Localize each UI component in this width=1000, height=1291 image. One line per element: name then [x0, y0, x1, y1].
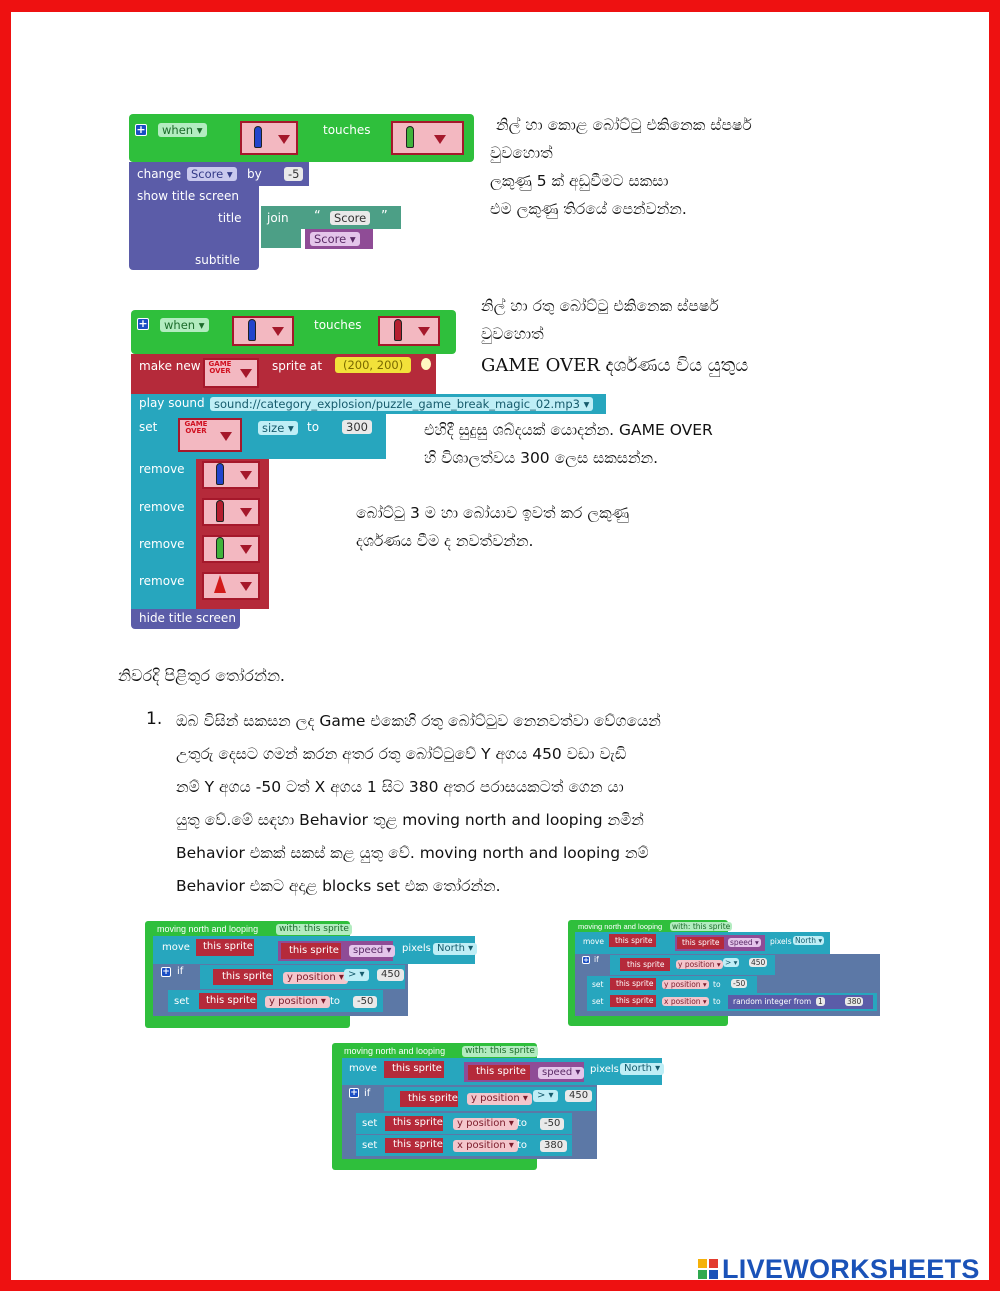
this-sprite-label: this sprite [615, 936, 653, 945]
note-1-line-1: නිල් හා කොළ බෝට්ටු එකිනෙක ස්පර්ෂ [496, 116, 752, 134]
lightbulb-icon [421, 358, 431, 370]
remove-label: remove [139, 537, 185, 551]
this-sprite-label: this sprite [408, 1093, 458, 1104]
y-position-dropdown[interactable]: y position ▾ [664, 980, 707, 989]
note-1 [490, 111, 752, 223]
from-value[interactable]: 1 [818, 997, 823, 1006]
note-2-line-1: නිල් හා රතු බෝට්ටු එකිනෙක ස්පර්ෂ [481, 297, 719, 315]
plus-icon[interactable]: + [136, 123, 146, 136]
if-label: if [177, 966, 184, 977]
set-label: set [362, 1118, 378, 1129]
blue-boat-icon [216, 463, 224, 485]
game-over-image: GAME OVER [184, 420, 208, 435]
chevron-down-icon [240, 545, 252, 554]
by-label: by [247, 167, 262, 181]
random-integer-label: random integer from [733, 997, 812, 1006]
this-sprite-label: this sprite [393, 1117, 443, 1128]
this-sprite-label: this sprite [627, 960, 665, 969]
remove-label: remove [139, 462, 185, 476]
sprite-selector-2[interactable] [378, 316, 440, 346]
to-label: to [330, 996, 341, 1007]
plus-icon[interactable]: + [350, 1088, 358, 1098]
plus-icon[interactable]: + [138, 317, 148, 330]
note-4 [356, 499, 629, 555]
this-sprite-label: this sprite [393, 1139, 443, 1150]
quote-open: “ [314, 209, 321, 224]
set-label: set [362, 1140, 378, 1151]
note-2-line-3: GAME OVER දර්ශණය විය යුතුය [481, 355, 749, 376]
speed-dropdown[interactable]: speed ▾ [538, 1067, 584, 1079]
this-sprite-label: this sprite [616, 996, 654, 1005]
red-boat-icon [394, 319, 402, 341]
north-dropdown[interactable]: North ▾ [795, 936, 823, 945]
to-label: to [713, 997, 721, 1006]
question-line-4: යුතු වේ.මේ සඳහා Behavior තුළ moving north and looping නමින් [176, 811, 644, 829]
value-neg50[interactable]: -50 [540, 1118, 564, 1130]
size-value[interactable]: 300 [342, 420, 372, 434]
gt-dropdown[interactable]: > ▾ [533, 1090, 558, 1102]
north-dropdown[interactable]: North ▾ [620, 1063, 664, 1075]
value-380[interactable]: 380 [540, 1140, 567, 1152]
subtitle-label: subtitle [195, 253, 240, 267]
move-label: move [349, 1063, 377, 1074]
set-label: set [592, 980, 604, 989]
to-label: to [307, 420, 320, 434]
question-text [176, 705, 846, 903]
score-dropdown[interactable]: Score ▾ [187, 167, 237, 181]
set-label: set [592, 997, 604, 1006]
value-450[interactable]: 450 [565, 1090, 592, 1102]
sprite-at-label: sprite at [272, 359, 323, 373]
set-label: set [174, 996, 190, 1007]
set-label: set [139, 420, 158, 434]
question-line-6: Behavior එකට අදාළ blocks set එක තෝරන්න. [176, 877, 501, 895]
chevron-down-icon [240, 471, 252, 480]
note-3-line-1: එහිදී සුදුසු ශබ්දයක් යොදන්න. GAME OVER [424, 421, 713, 439]
speed-dropdown[interactable]: speed ▾ [730, 938, 759, 947]
question-number: 1. [146, 709, 163, 729]
red-boat-icon [216, 500, 224, 522]
remove-label: remove [139, 500, 185, 514]
value-neg50[interactable]: -50 [733, 979, 746, 988]
play-sound-label: play sound [139, 396, 205, 410]
score-var-dropdown[interactable]: Score ▾ [310, 232, 360, 246]
note-4-line-1: බෝට්ටු 3 ම හා බෝයාව ඉවත් කර ලකුණු [356, 504, 630, 522]
this-sprite-label: this sprite [222, 971, 272, 982]
note-4-line-2: දර්ශණය වීම ද නවත්වන්න. [356, 532, 534, 550]
this-sprite-label: this sprite [682, 938, 720, 947]
make-new-label: make new [139, 359, 201, 373]
when-dropdown[interactable]: when ▾ [158, 123, 207, 137]
x-position-dropdown[interactable]: x position ▾ [453, 1140, 518, 1152]
y-position-dropdown[interactable]: y position ▾ [453, 1118, 518, 1130]
sound-dropdown[interactable]: sound://category_explosion/puzzle_game_break_magic_02.mp3 ▾ [210, 397, 593, 411]
behavior-header: moving north and looping [157, 924, 259, 934]
move-label: move [583, 937, 604, 946]
behavior-header: moving north and looping [578, 922, 663, 931]
note-1-line-2: වුවහොත් [490, 144, 553, 162]
liveworksheets-logo [698, 1254, 980, 1284]
with-this-sprite: with: this sprite [462, 1046, 538, 1057]
plus-icon[interactable]: + [583, 956, 589, 964]
pixels-label: pixels [402, 943, 431, 954]
gt-dropdown[interactable]: > ▾ [725, 958, 738, 967]
quote-close: ” [381, 209, 388, 224]
pixels-label: pixels [770, 937, 792, 946]
to-label: to [517, 1140, 528, 1151]
when-dropdown[interactable]: when ▾ [160, 318, 209, 332]
logo-squares-icon [698, 1259, 720, 1281]
touches-label: touches [314, 318, 362, 332]
instruction: නිවරදි පිළිතුර තෝරන්න. [118, 666, 286, 685]
plus-icon[interactable]: + [162, 967, 170, 977]
green-boat-icon [406, 126, 414, 148]
chevron-down-icon [240, 369, 252, 378]
with-this-sprite: with: this sprite [276, 924, 352, 935]
note-3-line-2: හි විශාලත්වය 300 ලෙස සකසන්න. [424, 449, 659, 467]
y-position-dropdown[interactable]: y position ▾ [467, 1093, 532, 1105]
question-line-1: ඔබ විසින් සකසන ලද Game එකෙහි රතු බෝට්ටුව නෙනවත්වා වේගයෙන් [176, 712, 661, 730]
change-label: change [137, 167, 182, 181]
value-450[interactable]: 450 [751, 958, 766, 967]
question-line-2: උතුරු දෙසට ගමන් කරන අතර රතු බෝට්ටුවේ Y අගය 450 වඩා වැඩි [176, 745, 627, 763]
speed-dropdown[interactable]: speed ▾ [349, 945, 395, 957]
green-boat-icon [216, 537, 224, 559]
hide-title-screen-label: hide title screen [139, 611, 236, 625]
sprite-selector[interactable] [232, 316, 294, 346]
note-2 [481, 292, 748, 380]
if-label: if [364, 1088, 371, 1099]
value-neg50[interactable]: -50 [353, 996, 377, 1008]
game-over-image: GAME OVER [208, 360, 232, 375]
north-dropdown[interactable]: North ▾ [433, 943, 477, 955]
sprite-selector-2[interactable] [391, 121, 464, 155]
chevron-down-icon [272, 327, 284, 336]
if-label: if [594, 955, 599, 964]
note-1-line-3: ලකුණු 5 ක් අඩුවීමට සකසා [490, 172, 669, 190]
chevron-down-icon [220, 432, 232, 441]
buoy-icon [214, 575, 226, 593]
logo-text: LIVEWORKSHEETS [722, 1254, 980, 1284]
gt-dropdown[interactable]: > ▾ [344, 969, 369, 981]
this-sprite-label: this sprite [289, 945, 339, 956]
question-line-5: Behavior එකක් සකස් කළ යුතු වේ. moving north and looping නම් [176, 844, 649, 862]
to-value[interactable]: 380 [847, 997, 862, 1006]
score-text[interactable]: Score [330, 211, 370, 225]
y-position-dropdown[interactable]: y position ▾ [678, 960, 721, 969]
remove-label: remove [139, 574, 185, 588]
chevron-down-icon [278, 135, 290, 144]
to-label: to [517, 1118, 528, 1129]
blue-boat-icon [254, 126, 262, 148]
chevron-down-icon [434, 135, 446, 144]
chevron-down-icon [240, 582, 252, 591]
join-label: join [267, 211, 289, 225]
move-label: move [162, 942, 190, 953]
to-label: to [713, 980, 721, 989]
note-1-line-4: එම ලකුණු තිරයේ පෙන්වන්න. [490, 200, 687, 218]
question-line-3: නම් Y අගය -50 ටත් X අගය 1 සිට 380 අතර පරාසයකටත් ගෙන යා [176, 778, 624, 796]
show-title-screen-label: show title screen [137, 189, 239, 203]
this-sprite-label: this sprite [203, 941, 253, 952]
chevron-down-icon [240, 508, 252, 517]
behavior-header: moving north and looping [344, 1046, 446, 1056]
note-2-line-2: වුවහොත් [481, 325, 544, 343]
pixels-label: pixels [590, 1064, 619, 1075]
touches-label: touches [323, 123, 371, 137]
value-450[interactable]: 450 [377, 969, 404, 981]
note-3 [424, 416, 713, 472]
y-position-dropdown[interactable]: y position ▾ [283, 972, 348, 984]
x-position-dropdown[interactable]: x position ▾ [664, 997, 707, 1006]
title-label: title [218, 211, 242, 225]
size-dropdown[interactable]: size ▾ [258, 421, 298, 435]
this-sprite-label: this sprite [476, 1066, 526, 1077]
with-this-sprite: with: this sprite [672, 922, 731, 931]
this-sprite-label: this sprite [392, 1063, 442, 1074]
coords-value[interactable]: (200, 200) [335, 357, 411, 373]
y-position-dropdown[interactable]: y position ▾ [265, 996, 330, 1008]
chevron-down-icon [418, 327, 430, 336]
by-value[interactable]: -5 [284, 167, 303, 181]
this-sprite-label: this sprite [616, 979, 654, 988]
blue-boat-icon [248, 319, 256, 341]
this-sprite-label: this sprite [206, 995, 256, 1006]
